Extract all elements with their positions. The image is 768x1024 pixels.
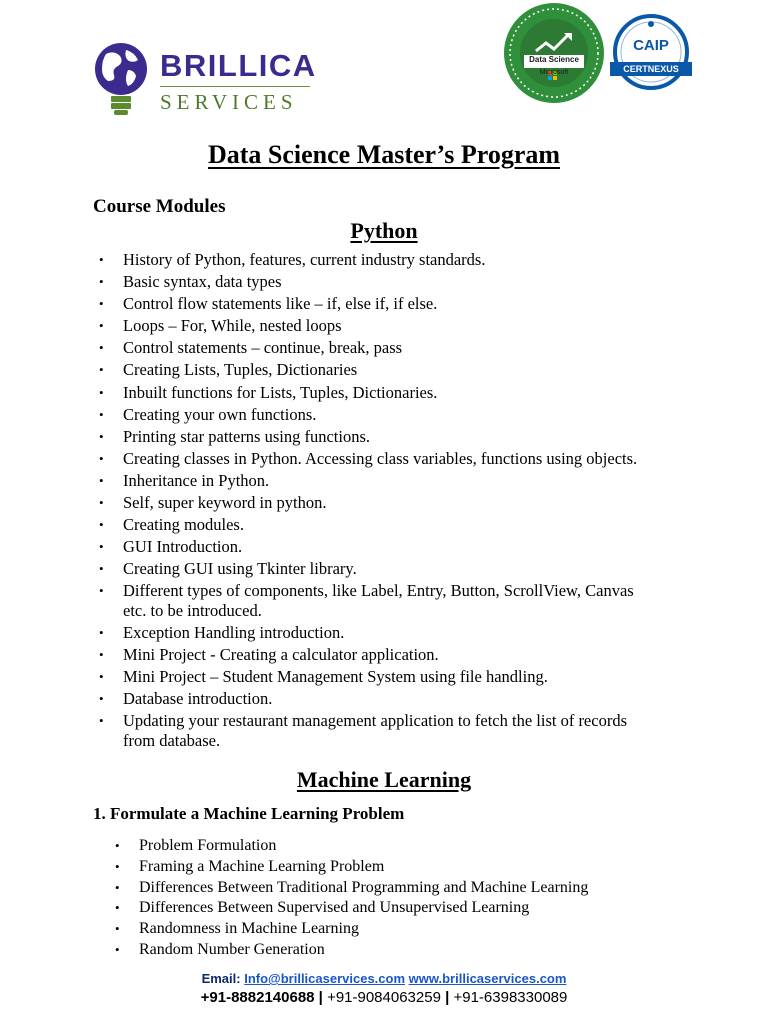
list-item: • Printing star patterns using functions. <box>123 427 643 447</box>
list-item: • Loops – For, While, nested loops <box>123 316 643 336</box>
list-item: • Updating your restaurant management application to fetch the list of records from database. <box>123 711 643 750</box>
list-item: • Control flow statements like – if, else if, if else. <box>123 294 643 314</box>
list-item: • Different types of components, like Label, Entry, Button, ScrollView, Canvas etc. to be introduced. <box>123 581 643 620</box>
list-item: • Creating GUI using Tkinter library. <box>123 559 643 579</box>
list-item: • History of Python, features, current industry standards. <box>123 250 643 270</box>
ml-module-list <box>139 836 659 961</box>
brillica-logo[interactable] <box>90 38 330 120</box>
list-item: • Creating modules. <box>123 515 643 535</box>
list-item: • Differences Between Traditional Programming and Machine Learning <box>139 878 659 897</box>
python-module-list <box>123 250 643 753</box>
list-item: • Self, super keyword in python. <box>123 493 643 513</box>
list-item: • Inheritance in Python. <box>123 471 643 491</box>
list-item: • Creating classes in Python. Accessing class variables, functions using objects. <box>123 449 643 469</box>
microsoft-certification-badge-icon <box>502 1 606 105</box>
list-item: • Database introduction. <box>123 689 643 709</box>
header <box>0 0 768 130</box>
footer-phones <box>0 989 768 1006</box>
phone-2: +91-9084063259 <box>327 989 441 1006</box>
phone-3: +91-6398330089 <box>453 989 568 1006</box>
footer-contact <box>0 971 768 986</box>
list-item: • GUI Introduction. <box>123 537 643 557</box>
brand-subtitle: SERVICES <box>160 90 298 114</box>
brand-name: BRILLICA <box>160 48 317 83</box>
website-link[interactable]: www.brillicaservices.com <box>408 971 567 986</box>
list-item: • Basic syntax, data types <box>123 272 643 292</box>
email-label: Email: <box>201 971 241 986</box>
list-item: • Control statements – continue, break, pass <box>123 338 643 358</box>
list-item: • Randomness in Machine Learning <box>139 919 659 938</box>
caip-subtitle: CERTNEXUS <box>623 64 679 74</box>
badge-ms-title: Data Science <box>529 55 579 64</box>
phone-separator: | <box>440 989 454 1006</box>
list-item: • Random Number Generation <box>139 940 659 959</box>
list-item: • Problem Formulation <box>139 836 659 855</box>
list-item: • Differences Between Supervised and Unsupervised Learning <box>139 898 659 917</box>
globe-bulb-icon <box>92 40 150 118</box>
phone-separator: | <box>314 989 328 1006</box>
course-modules-heading: Course Modules <box>93 196 226 217</box>
badge-ms-subtitle: Microsoft <box>539 69 569 76</box>
list-item: • Creating Lists, Tuples, Dictionaries <box>123 360 643 380</box>
list-item: • Mini Project – Student Management System using file handling. <box>123 667 643 687</box>
machine-learning-heading: Machine Learning <box>296 767 472 792</box>
list-item: • Inbuilt functions for Lists, Tuples, Dictionaries. <box>123 383 643 403</box>
list-item: • Framing a Machine Learning Problem <box>139 857 659 876</box>
list-item: • Exception Handling introduction. <box>123 623 643 643</box>
phone-1: +91-8882140688 <box>200 989 315 1006</box>
page-title: Data Science Master’s Program <box>207 140 561 169</box>
ml-subheading: 1. Formulate a Machine Learning Problem <box>93 804 405 823</box>
caip-title: CAIP <box>633 37 669 54</box>
email-link[interactable]: Info@brillicaservices.com <box>244 971 406 986</box>
list-item: • Creating your own functions. <box>123 405 643 425</box>
python-heading: Python <box>350 218 418 243</box>
brand-divider <box>160 86 310 87</box>
list-item: • Mini Project - Creating a calculator application. <box>123 645 643 665</box>
